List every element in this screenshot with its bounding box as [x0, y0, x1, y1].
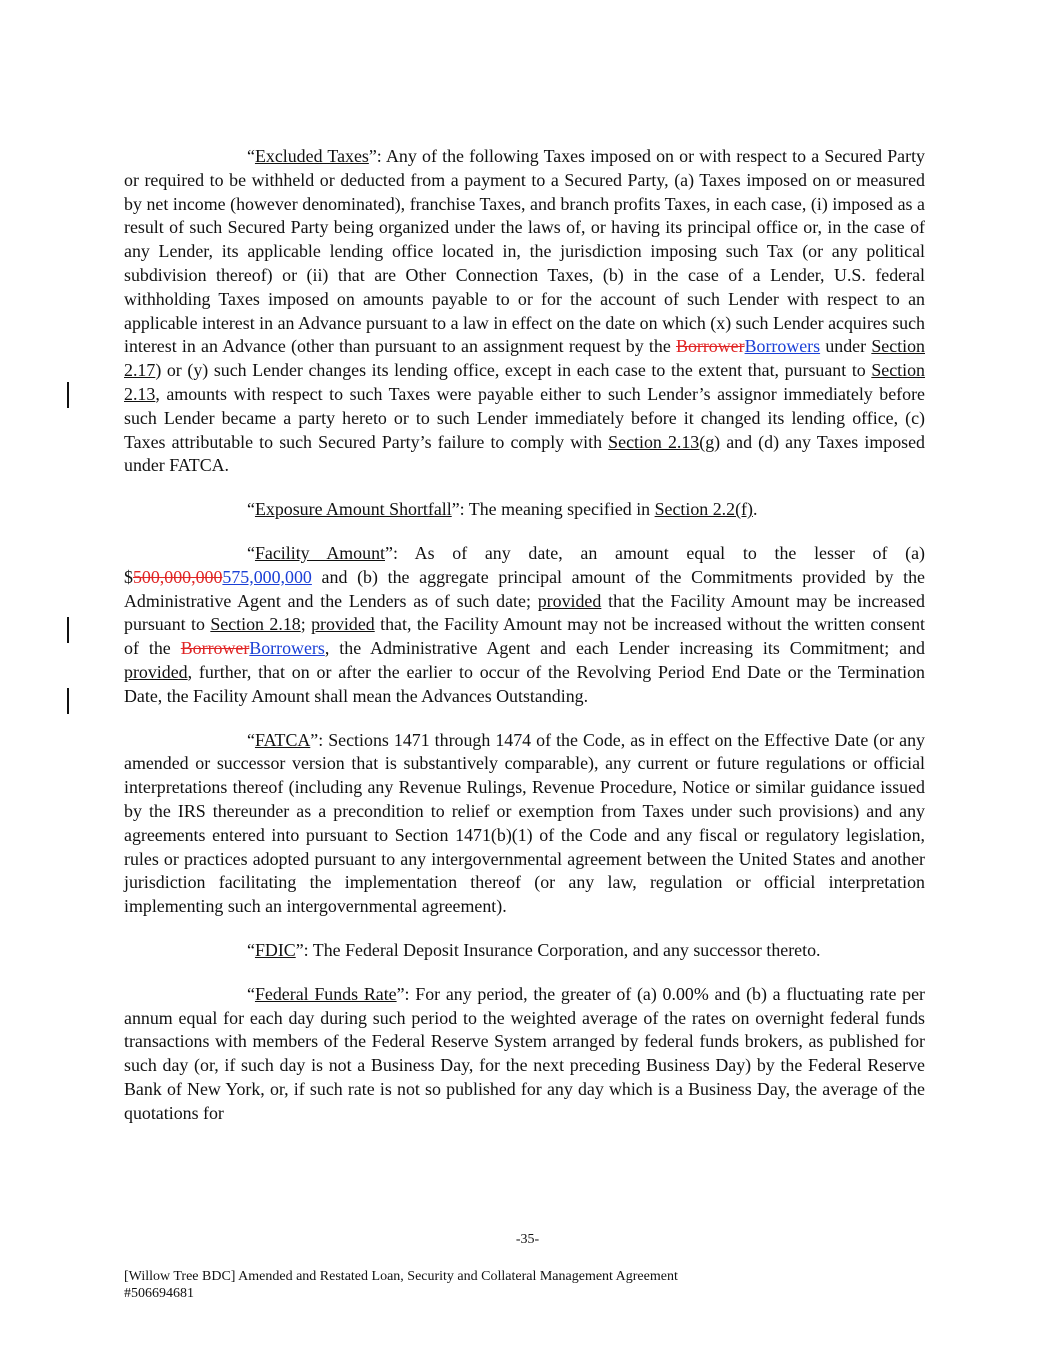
change-bar [67, 617, 69, 643]
inserted-text: 575,000,000 [222, 566, 312, 587]
document-body [124, 145, 925, 1145]
proviso: provided [311, 614, 375, 635]
defined-term: Exposure Amount Shortfall [254, 499, 452, 520]
definition-fdic: “FDIC”: The Federal Deposit Insurance Corporation, and any successor thereto. [247, 939, 821, 960]
deleted-text: 500,000,000 [132, 566, 223, 587]
section-reference: Section 2.13(g) [608, 431, 721, 452]
definition-fatca: “FATCA”: Sections 1471 through 1474 of the Code, as in effect on the Effective Date (or any amended or successor version that is substantively comparable), any current or future regulations or official interpretations thereof (including any Revenue Rulings, Revenue Procedure, Notice or similar guidance issued by the IRS thereunder as a precondition to relief or exemption from Taxes under such provisions) and any agreements entered into pursuant to Section 1471(b)(1) of the Code and any fiscal or regulatory legislation, rules or practices adopted pursuant to any intergovernmental agreement between the United States and another jurisdiction facilitating the implementation thereof (or any law, regulation or official interpretation implementing such an intergovernmental agreement). [124, 729, 925, 917]
section-reference: Section 2.2(f) [654, 499, 753, 520]
change-bar [67, 382, 69, 408]
section-reference: Section 2.13 [124, 360, 925, 404]
definition-exposure-amount-shortfall: “Exposure Amount Shortfall”: The meaning specified in Section 2.2(f). [247, 499, 758, 520]
page-number: -35- [515, 1232, 540, 1247]
definition-facility-amount: “Facility Amount”: As of any date, an amount equal to the lesser of (a) $500,000,000575,000,000 and (b) the aggregate principal amount of the Commitments provided by the Administrative Agent and the Lenders as of such date; provided that the Facility Amount may be increased pursuant to Section 2.18; provided that, the Facility Amount may not be increased without the written consent of the BorrowerBorrowers, the Administrative Agent and each Lender increasing its Commitment; and provided, further, that on or after the earlier to occur of the Revolving Period End Date or the Termination Date, the Facility Amount shall mean the Advances Outstanding. [124, 542, 925, 706]
document-footer [124, 1268, 678, 1302]
footer-doc-id: #506694681 [124, 1286, 194, 1301]
defined-term: Federal Funds Rate [254, 983, 397, 1004]
deleted-text: Borrower [676, 336, 745, 357]
change-bar [67, 688, 69, 714]
inserted-text: Borrowers [744, 336, 821, 357]
section-reference: Section 2.17 [124, 336, 925, 381]
definition-excluded-taxes: “Excluded Taxes”: Any of the following Taxes imposed on or with respect to a Secured Party or required to be withheld or deducted from a payment to a Secured Party, (a) Taxes imposed on or measured by net income (however denominated), franchise Taxes, and branch profits Taxes, in each case, (i) imposed as a result of such Secured Party being organized under the laws of, or having its principal office or, in the case of any Lender, its applicable lending office located in, the jurisdiction imposing such Tax (or any political subdivision thereof) or (ii) that are Other Connection Taxes, (b) in the case of a Lender, U.S. federal withholding Taxes imposed on amounts payable to or for the account of such Lender with respect to an applicable interest in an Advance pursuant to a law in effect on the date on which (x) such Lender acquires such interest in an Advance (other than pursuant to an assignment request by the BorrowerBorrowers under Section 2.17) or (y) such Lender changes its lending office, except in each case to the extent that, pursuant to Section 2.13, amounts with respect to such Taxes were payable either to such Lender’s assignor immediately before such Lender became a party hereto or to such Lender immediately before it changed its lending office, (c) Taxes attributable to such Secured Party’s failure to comply with Section 2.13(g) and (d) any Taxes imposed under FATCA. [124, 146, 925, 476]
proviso: provided [537, 590, 602, 611]
defined-term: FDIC [254, 939, 296, 960]
inserted-text: Borrowers [249, 638, 325, 659]
footer-title: [Willow Tree BDC] Amended and Restated Loan, Security and Collateral Management Agreement [124, 1269, 678, 1284]
defined-term: FATCA [254, 729, 311, 750]
section-reference: Section 2.18 [210, 614, 301, 635]
defined-term: Excluded Taxes [254, 146, 369, 166]
deleted-text: Borrower [180, 638, 250, 659]
definition-federal-funds-rate: “Federal Funds Rate”: For any period, the greater of (a) 0.00% and (b) a fluctuating rate per annum equal for each day during such period to the weighted average of the rates on overnight federal funds transactions with members of the Federal Reserve System arranged by federal funds brokers, as published for such day (or, if such day is not a Business Day, for the next preceding Business Day) by the Federal Reserve Bank of New York, or, if such rate is not so published for any day which is a Business Day, the average of the quotations for [124, 983, 925, 1123]
proviso: provided [124, 661, 188, 682]
defined-term: Facility Amount [254, 542, 385, 563]
